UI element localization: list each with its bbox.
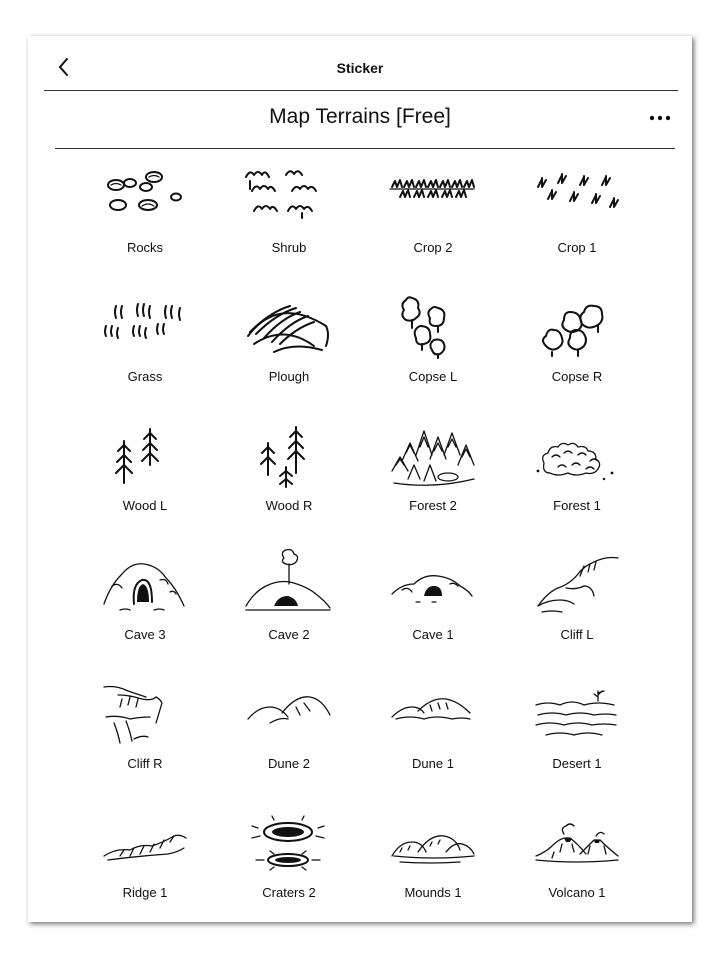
divider <box>55 148 675 149</box>
sticker-label: Cave 2 <box>268 627 310 642</box>
sticker-label: Grass <box>127 369 163 384</box>
cave-3-icon <box>100 554 190 618</box>
plough-icon <box>244 296 334 360</box>
sticker-cliff-l[interactable] <box>505 545 649 674</box>
cliff-r-icon <box>100 683 190 747</box>
wood-r-icon <box>244 425 334 489</box>
sticker-label: Rocks <box>126 240 164 255</box>
sticker-label: Cave 3 <box>124 627 166 642</box>
dune-2-icon <box>244 683 334 747</box>
forest-2-icon <box>388 425 478 489</box>
desert-1-icon <box>532 683 622 747</box>
shrub-icon <box>244 167 334 231</box>
mounds-1-icon <box>388 812 478 876</box>
sticker-wood-l[interactable] <box>73 416 217 545</box>
sticker-mounds-1[interactable] <box>361 803 505 932</box>
sticker-wood-r[interactable] <box>217 416 361 545</box>
sticker-label: Shrub <box>271 240 307 255</box>
sticker-label: Plough <box>268 369 310 384</box>
sticker-cave-1[interactable] <box>361 545 505 674</box>
sticker-cliff-r[interactable] <box>73 674 217 803</box>
crop-1-icon <box>532 167 622 231</box>
sticker-ridge-1[interactable] <box>73 803 217 932</box>
sticker-shrub[interactable] <box>217 158 361 287</box>
sticker-label: Crop 1 <box>557 240 597 255</box>
sticker-label: Dune 2 <box>268 756 310 771</box>
sticker-cave-3[interactable] <box>73 545 217 674</box>
top-bar <box>28 36 692 90</box>
copse-l-icon <box>388 296 478 360</box>
more-horizontal-icon <box>649 115 671 121</box>
sticker-grid <box>73 158 649 932</box>
sticker-label: Copse R <box>551 369 603 384</box>
craters-2-icon <box>244 812 334 876</box>
top-bar-title: Sticker <box>336 60 384 76</box>
cave-1-icon <box>388 554 478 618</box>
crop-2-icon <box>388 167 478 231</box>
wood-l-icon <box>100 425 190 489</box>
sticker-plough[interactable] <box>217 287 361 416</box>
sticker-crop-1[interactable] <box>505 158 649 287</box>
sticker-copse-r[interactable] <box>505 287 649 416</box>
ridge-1-icon <box>100 812 190 876</box>
grass-icon <box>100 296 190 360</box>
sticker-label: Forest 1 <box>553 498 601 513</box>
cave-2-icon <box>244 554 334 618</box>
sticker-rocks[interactable] <box>73 158 217 287</box>
sticker-dune-1[interactable] <box>361 674 505 803</box>
sticker-label: Forest 2 <box>409 498 457 513</box>
sticker-label: Copse L <box>408 369 458 384</box>
divider <box>44 90 678 91</box>
sticker-copse-l[interactable] <box>361 287 505 416</box>
cliff-l-icon <box>532 554 622 618</box>
sticker-label: Wood L <box>122 498 168 513</box>
page-title: Map Terrains [Free] <box>269 105 451 128</box>
sticker-label: Desert 1 <box>552 756 602 771</box>
dune-1-icon <box>388 683 478 747</box>
sticker-label: Cave 1 <box>412 627 454 642</box>
sticker-label: Mounds 1 <box>404 885 462 900</box>
sticker-label: Wood R <box>265 498 313 513</box>
copse-r-icon <box>532 296 622 360</box>
sticker-forest-2[interactable] <box>361 416 505 545</box>
sticker-panel <box>28 36 692 922</box>
more-options-button[interactable] <box>646 106 674 130</box>
sticker-crop-2[interactable] <box>361 158 505 287</box>
sticker-desert-1[interactable] <box>505 674 649 803</box>
rocks-icon <box>100 167 190 231</box>
sticker-craters-2[interactable] <box>217 803 361 932</box>
forest-1-icon <box>532 425 622 489</box>
sticker-label: Craters 2 <box>262 885 316 900</box>
sticker-cave-2[interactable] <box>217 545 361 674</box>
sticker-forest-1[interactable] <box>505 416 649 545</box>
sticker-label: Ridge 1 <box>122 885 168 900</box>
sticker-label: Cliff L <box>560 627 594 642</box>
sticker-dune-2[interactable] <box>217 674 361 803</box>
sticker-label: Crop 2 <box>413 240 453 255</box>
sticker-volcano-1[interactable] <box>505 803 649 932</box>
sticker-label: Dune 1 <box>412 756 454 771</box>
volcano-1-icon <box>532 812 622 876</box>
sticker-grass[interactable] <box>73 287 217 416</box>
sticker-label: Cliff R <box>127 756 163 771</box>
sticker-label: Volcano 1 <box>548 885 606 900</box>
